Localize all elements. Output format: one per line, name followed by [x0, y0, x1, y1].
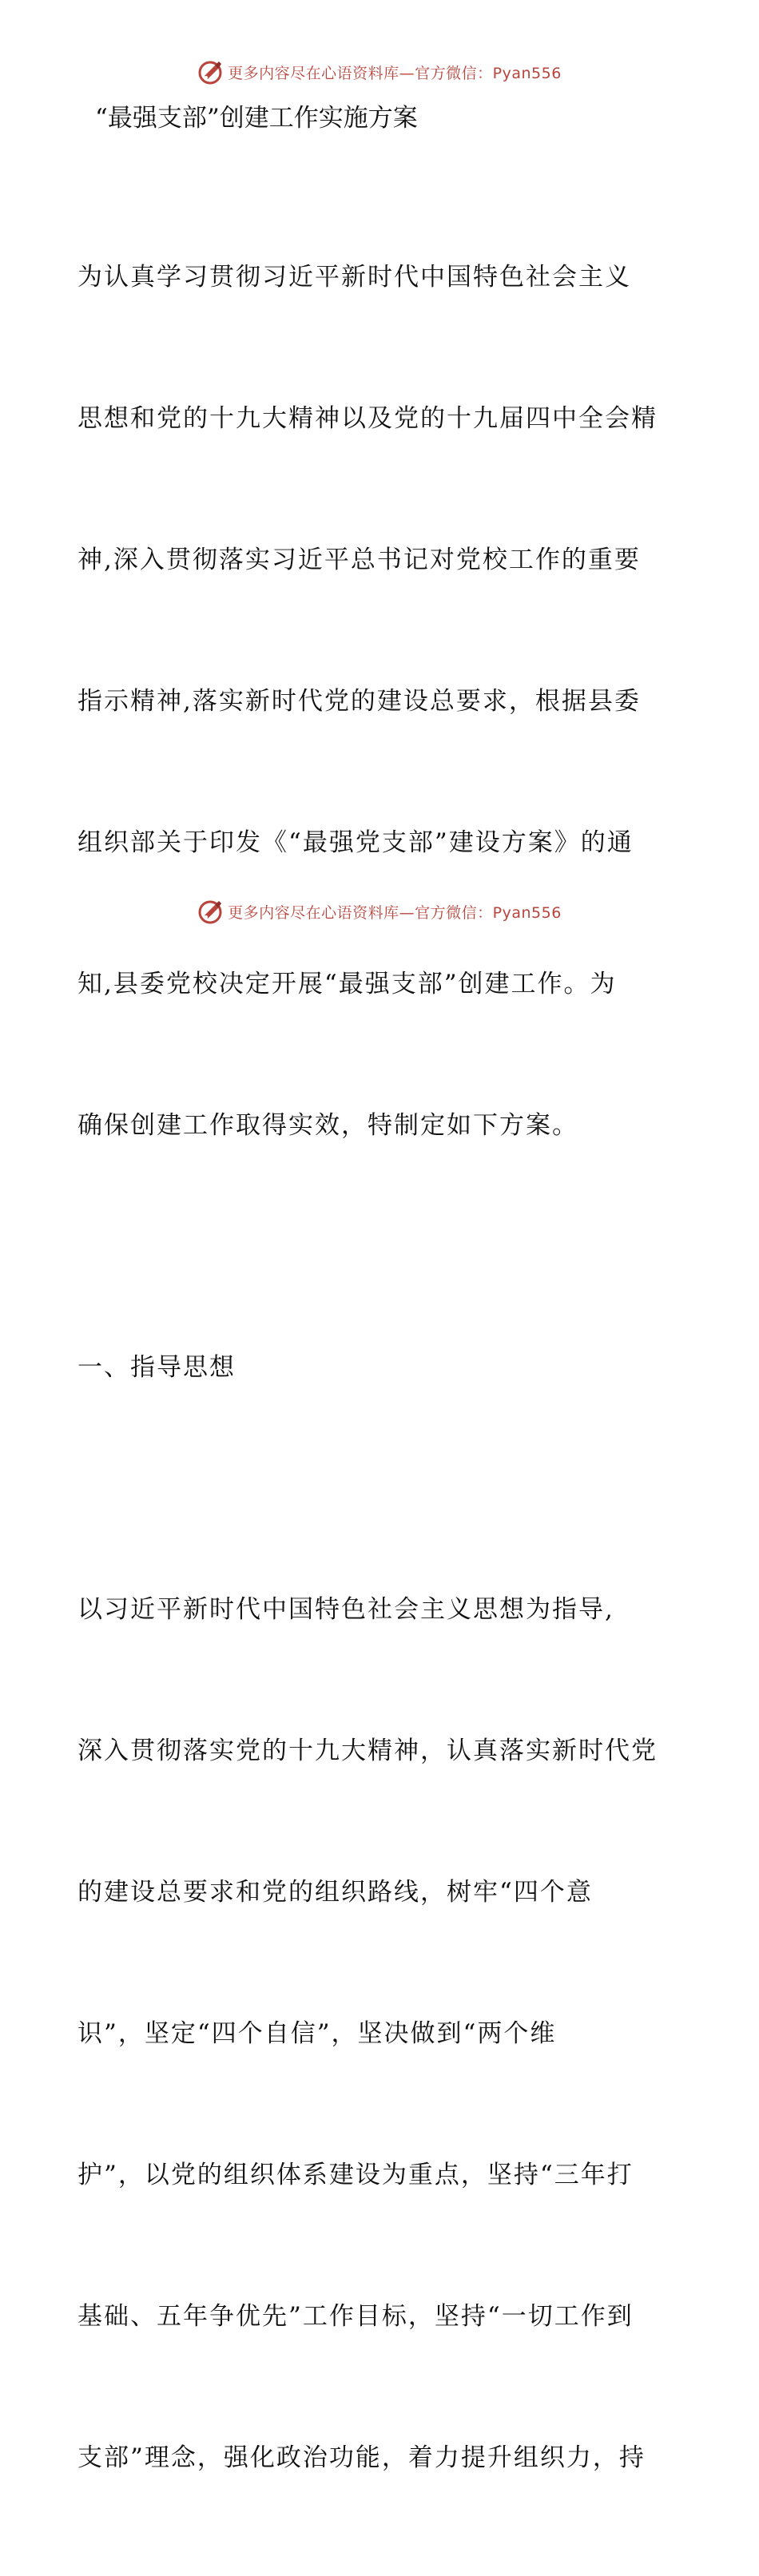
paragraph-line: 深入贯彻落实党的十九大精神，认真落实新时代党 [77, 1737, 658, 1765]
pen-logo-icon [197, 898, 225, 925]
paragraph-line: 的建设总要求和党的组织路线，树牢“四个意 [77, 1878, 593, 1907]
document-page [77, 96, 685, 2576]
paragraph-line: 以习近平新时代中国特色社会主义思想为指导, [77, 1595, 614, 1624]
document-title: “最强支部”创建工作实施方案 [95, 104, 418, 133]
paragraph-line: 确保创建工作取得实效，特制定如下方案。 [77, 1111, 578, 1140]
paragraph-line: 识”，坚定“四个自信”，坚决做到“两个维 [77, 2019, 557, 2048]
paragraph-line: 神,深入贯彻落实习近平总书记对党校工作的重要 [77, 546, 641, 574]
paragraph-line: 指示精神,落实新时代党的建设总要求，根据县委 [77, 687, 641, 716]
intro-paragraph [77, 160, 685, 1244]
section-heading [77, 1250, 685, 1486]
pen-logo-icon [197, 58, 225, 85]
watermark-footer [0, 895, 759, 927]
paragraph-line: 知,县委党校决定开展“最强支部”创建工作。为 [77, 970, 617, 998]
section1-paragraph [77, 1492, 685, 2576]
paragraph-line: 护”，以党的组织体系建设为重点，坚持“三年打 [77, 2161, 634, 2189]
paragraph-line: 基础、五年争优先”工作目标，坚持“一切工作到 [77, 2302, 634, 2331]
watermark-header [0, 56, 759, 88]
paragraph-line: 组织部关于印发《“最强党支部”建设方案》的通 [77, 828, 634, 857]
watermark-text: 更多内容尽在心语资料库—官方微信：Pyan556 [228, 64, 562, 82]
paragraph-line: 思想和党的十九大精神以及党的十九届四中全会精 [77, 404, 658, 433]
watermark-text: 更多内容尽在心语资料库—官方微信：Pyan556 [228, 903, 562, 922]
section-heading-guiding-ideology: 一、指导思想 [77, 1353, 236, 1382]
paragraph-line: 为认真学习贯彻习近平新时代中国特色社会主义 [77, 263, 631, 292]
paragraph-line: 支部”理念，强化政治功能，着力提升组织力，持 [77, 2443, 646, 2472]
